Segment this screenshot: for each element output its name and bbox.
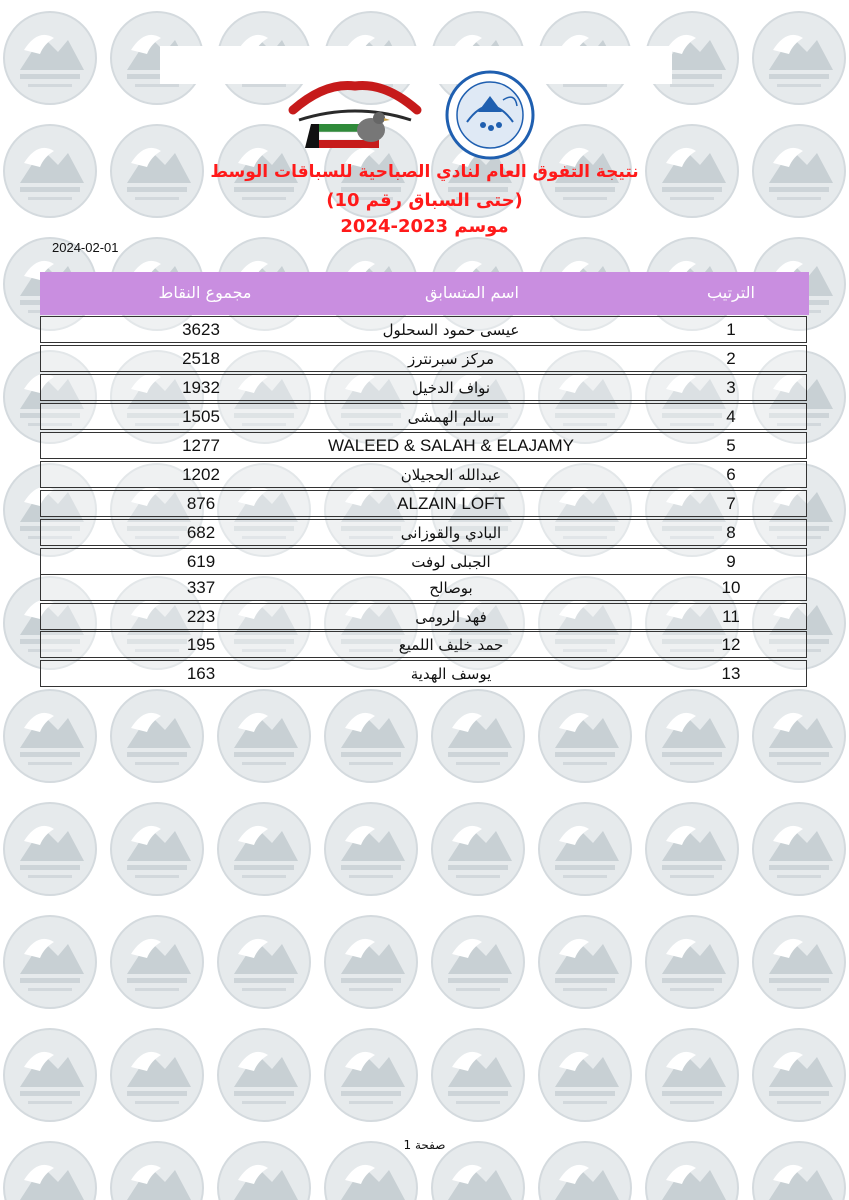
rank-cell: 10 [721, 578, 741, 597]
points-cell: 1505 [182, 407, 220, 426]
report-date: 2024-02-01 [52, 240, 119, 255]
table-row [40, 432, 807, 459]
points-cell: 3623 [182, 320, 220, 339]
redacted-strip [160, 46, 672, 84]
name-cell: عبدالله الحجيلان [400, 466, 502, 484]
table-row [40, 631, 807, 658]
name-cell: حمد خليف اللميع [398, 636, 504, 654]
rank-cell: 6 [726, 465, 736, 484]
table-row [40, 461, 807, 488]
table-row [40, 374, 807, 401]
table-row [40, 574, 807, 601]
name-cell: البادي والقوزانى [400, 524, 502, 542]
name-cell: يوسف الهدية [410, 665, 492, 683]
table-row [40, 490, 807, 517]
column-header-name: اسم المتسابق [425, 283, 519, 302]
table-row [40, 403, 807, 430]
rank-cell: 2 [726, 349, 736, 368]
rank-cell: 7 [726, 494, 736, 513]
rank-cell: 3 [726, 378, 736, 397]
points-cell: 876 [186, 494, 216, 513]
name-cell: سالم الهمشى [407, 408, 495, 426]
rank-cell: 13 [721, 664, 741, 683]
points-cell: 163 [186, 664, 216, 683]
rank-cell: 12 [721, 635, 741, 654]
points-cell: 1277 [182, 436, 220, 455]
table-row [40, 345, 807, 372]
season-label: موسم 2023-2024 [340, 216, 509, 237]
name-cell: عيسى حمود السحلول [382, 321, 520, 339]
rank-cell: 11 [722, 607, 740, 626]
points-cell: 1932 [182, 378, 220, 397]
rank-cell: 8 [726, 523, 736, 542]
report-title: نتيجة التفوق العام لنادي الصباحية للسباقات الوسط [210, 162, 639, 182]
points-cell: 619 [186, 552, 216, 571]
name-cell: فهد الرومى [415, 608, 487, 626]
table-header [40, 272, 809, 315]
points-cell: 682 [186, 523, 216, 542]
rank-cell: 1 [726, 320, 736, 339]
column-header-rank: الترتيب [707, 283, 755, 302]
table-row [40, 660, 807, 687]
report-subtitle: (حتى السباق رقم 10) [326, 190, 523, 211]
table-row [40, 519, 807, 546]
points-cell: 223 [186, 607, 216, 626]
points-cell: 195 [186, 635, 216, 654]
points-cell: 1202 [182, 465, 220, 484]
name-cell: نواف الدخيل [411, 379, 491, 397]
name-cell: ALZAIN LOFT [397, 494, 505, 513]
rank-cell: 4 [726, 407, 736, 426]
federation-seal-logo [445, 70, 535, 160]
points-cell: 2518 [182, 349, 220, 368]
column-header-points: مجموع النقاط [158, 283, 252, 302]
table-row [40, 548, 807, 575]
points-cell: 337 [186, 578, 216, 597]
table-row [40, 316, 807, 343]
rank-cell: 5 [726, 436, 736, 455]
table-row [40, 603, 807, 630]
rank-cell: 9 [726, 552, 736, 571]
name-cell: الجبلى لوفت [411, 553, 491, 571]
club-emblem-logo [285, 80, 425, 152]
page-number: صفحة 1 [403, 1138, 446, 1152]
name-cell: مركز سبرنترز [407, 350, 495, 368]
name-cell: بوصالح [429, 579, 473, 597]
name-cell: WALEED & SALAH & ELAJAMY [328, 436, 574, 455]
